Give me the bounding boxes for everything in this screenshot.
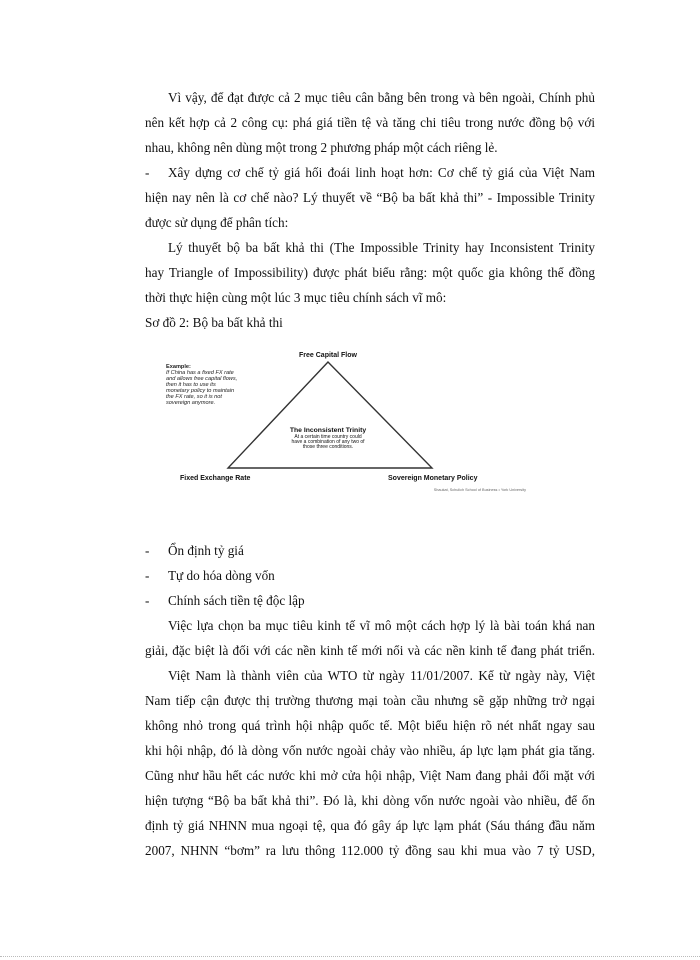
p5-line-2: Nam tiếp cận được thị trường thương mại toàn cầu nhưng sẽ gặp những trở ngại	[145, 693, 595, 708]
p5-line-3: không nhỏ trong quá trình hội nhập quốc tế. Một biểu hiện rõ nét nhất ngay sau	[145, 718, 595, 733]
center-line-1: At a certain time country could	[294, 434, 362, 440]
p1-line-1: Vì vậy, để đạt được cả 2 mục tiêu cân bằng bên trong và bên ngoài, Chính phủ	[168, 90, 595, 105]
triangle-shape	[228, 362, 432, 468]
bullet-dash-3: -	[145, 593, 150, 608]
bullet-dash-2: -	[145, 568, 150, 583]
bullet-text-1: Ổn định tỷ giá	[168, 543, 244, 558]
center-title: The Inconsistent Trinity	[289, 427, 367, 434]
bullet-dash-1: -	[145, 543, 150, 558]
p2-line-1: Xây dựng cơ chế tỷ giá hối đoái linh hoạt hơn: Cơ chế tỷ giá của Việt Nam	[168, 165, 595, 180]
trinity-diagram-svg	[160, 340, 540, 500]
page-bottom-border	[0, 956, 700, 957]
p1-line-3: nhau, không nên dùng một trong 2 phương pháp một cách riêng lẻ.	[145, 140, 498, 155]
label-free-capital-flow: Free Capital Flow	[299, 352, 357, 359]
p5-line-4: khi hội nhập, đó là dòng vốn nước ngoài chảy vào nhiều, áp lực lạm phát gia tăng.	[145, 743, 595, 758]
example-line-6: sovereign anymore.	[166, 400, 216, 406]
example-note	[166, 364, 237, 406]
p4-line-1: Việc lựa chọn ba mục tiêu kinh tế vĩ mô một cách hợp lý là bài toán khá nan	[168, 618, 595, 633]
example-line-5: the FX rate, so it is not	[166, 394, 222, 400]
example-line-1: If China has a fixed FX rate	[166, 370, 234, 376]
p3-line-1: Lý thuyết bộ ba bất khả thi (The Impossible Trinity hay Inconsistent Trinity	[168, 240, 595, 255]
trinity-diagram	[160, 340, 540, 500]
p4-line-2: giải, đặc biệt là đối với các nền kinh tế mới nổi và các nền kinh tế đang phát triển.	[145, 643, 595, 658]
p5-line-1: Việt Nam là thành viên của WTO từ ngày 11/01/2007. Kể từ ngày này, Việt	[168, 668, 595, 683]
p3-line-3: thời thực hiện cùng một lúc 3 mục tiêu chính sách vĩ mô:	[145, 290, 447, 305]
p3-line-2: hay Triangle of Impossibility) được phát biểu rằng: một quốc gia không thể đồng	[145, 265, 595, 280]
label-fixed-exchange-rate: Fixed Exchange Rate	[180, 475, 251, 482]
center-line-2: have a combination of any two of	[291, 439, 365, 445]
bullet-text-3: Chính sách tiền tệ độc lập	[168, 593, 305, 608]
p5-line-8: 2007, NHNN “bơm” ra lưu thông 112.000 tỷ đồng sau khi mua vào 7 tỷ USD,	[145, 843, 595, 858]
p2-dash: -	[145, 165, 150, 180]
bullet-text-2: Tự do hóa dòng vốn	[168, 568, 275, 583]
figure-credit: Shaukat, Schulich School of Business • York University	[433, 488, 526, 492]
figure-caption: Sơ đồ 2: Bộ ba bất khả thi	[145, 315, 283, 330]
p2-line-3: được sử dụng để phân tích:	[145, 215, 289, 230]
example-line-3: then it has to use its	[166, 382, 216, 388]
label-sovereign-monetary-policy: Sovereign Monetary Policy	[388, 475, 478, 482]
p5-line-7: định tỷ giá NHNN mua ngoại tệ, qua đó gây áp lực lạm phát (Sáu tháng đầu năm	[145, 818, 595, 833]
p2-line-2: hiện nay nên là cơ chế nào? Lý thuyết về “Bộ ba bất khả thi” - Impossible Trinity	[145, 190, 595, 205]
example-line-4: monetary policy to maintain	[166, 388, 235, 394]
p1-line-2: nên kết hợp cả 2 công cụ: phá giá tiền tệ và tăng chi tiêu trong nước đồng bộ với	[145, 115, 595, 130]
p5-line-6: hiện tượng “Bộ ba bất khả thi”. Đó là, khi dòng vốn nước ngoài vào nhiều, để ổn	[145, 793, 595, 808]
example-line-2: and allows free capital flows,	[166, 376, 238, 382]
example-title: Example:	[166, 364, 191, 370]
p5-line-5: Cũng như hầu hết các nước khi mở cửa hội nhập, Việt Nam đang phải đối mặt với	[145, 768, 595, 783]
center-line-3: those three conditions.	[302, 444, 354, 450]
